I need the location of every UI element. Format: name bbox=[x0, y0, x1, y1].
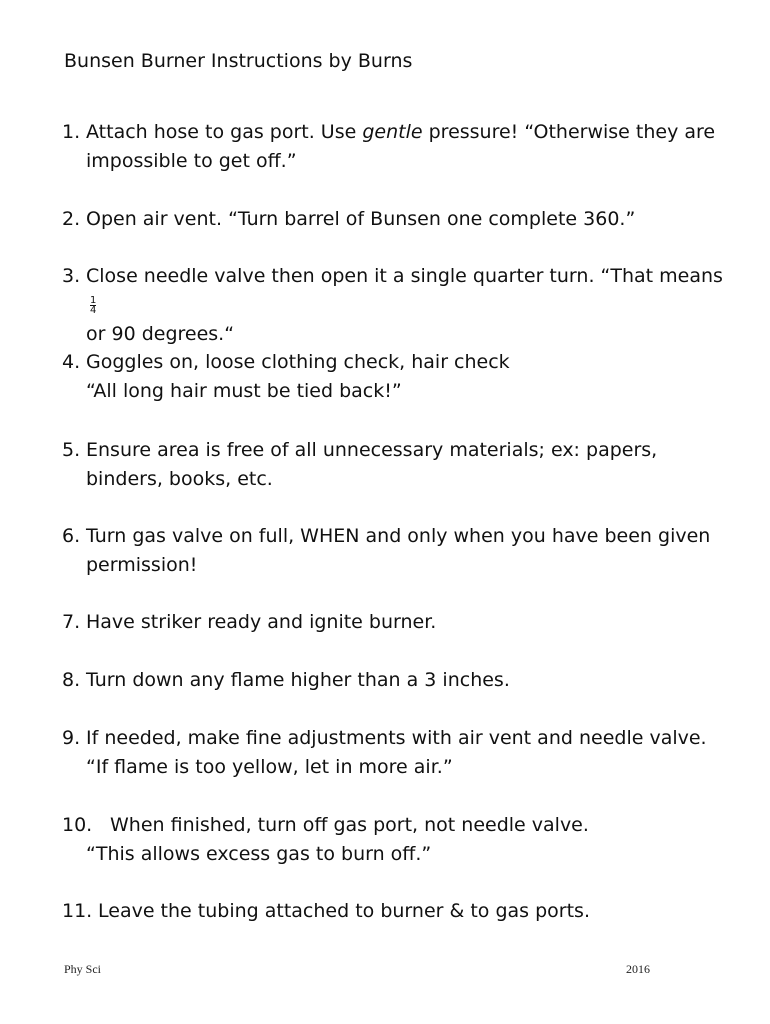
item-line2: “All long hair must be tied back!” bbox=[86, 380, 402, 402]
instruction-item-4 bbox=[62, 348, 732, 406]
item-text: Goggles on, loose clothing check, hair check bbox=[86, 351, 510, 373]
item-text: Have striker ready and ignite burner. bbox=[86, 611, 437, 633]
item-number: 5. bbox=[62, 439, 81, 461]
fraction-numerator: 1 bbox=[90, 295, 97, 306]
instruction-item-5 bbox=[62, 436, 732, 494]
item-text: Turn down any flame higher than a 3 inches. bbox=[86, 669, 510, 691]
item-text bbox=[62, 262, 732, 320]
item-number: 6. bbox=[62, 525, 81, 547]
fraction-one-quarter bbox=[90, 296, 96, 315]
item-text: Ensure area is free of all unnecessary materials; ex: papers, bbox=[86, 439, 658, 461]
fraction-denominator: 4 bbox=[90, 305, 97, 316]
instruction-item-9 bbox=[62, 724, 732, 782]
item-text-main: Close needle valve then open it a single quarter turn. “That means bbox=[86, 265, 723, 287]
item-number: 9. bbox=[62, 727, 81, 749]
document-title: Bunsen Burner Instructions by Burns bbox=[64, 50, 413, 72]
item-text: Turn gas valve on full, WHEN and only when you have been given bbox=[86, 525, 711, 547]
item-number: 11. bbox=[62, 900, 93, 922]
item-text-after: pressure! “Otherwise they are bbox=[422, 121, 716, 143]
instruction-item-6 bbox=[62, 522, 732, 580]
item-text: Open air vent. “Turn barrel of Bunsen one complete 360.” bbox=[86, 208, 636, 230]
item-number: 4. bbox=[62, 351, 81, 373]
item-line2: impossible to get off.” bbox=[86, 150, 297, 172]
item-line2: binders, books, etc. bbox=[86, 468, 273, 490]
item-number: 7. bbox=[62, 611, 81, 633]
item-line2: “This allows excess gas to burn off.” bbox=[86, 843, 432, 865]
item-number: 10. bbox=[62, 814, 93, 836]
item-number: 2. bbox=[62, 208, 81, 230]
item-line2: “If flame is too yellow, let in more air.” bbox=[86, 756, 453, 778]
instruction-item-10 bbox=[62, 811, 732, 869]
instruction-item-8 bbox=[62, 666, 732, 695]
item-line2: or 90 degrees.“ bbox=[86, 323, 235, 345]
item-number: 3. bbox=[62, 265, 81, 287]
item-line2: permission! bbox=[86, 554, 198, 576]
instruction-item-2 bbox=[62, 205, 732, 234]
instruction-item-3 bbox=[62, 262, 732, 349]
item-emphasis: gentle bbox=[362, 121, 423, 143]
instruction-item-1 bbox=[62, 118, 732, 176]
item-text: When finished, turn off gas port, not needle valve. bbox=[110, 814, 589, 836]
item-text-before: Attach hose to gas port. Use bbox=[86, 121, 363, 143]
item-text: Leave the tubing attached to burner & to gas ports. bbox=[98, 900, 590, 922]
item-text: If needed, make fine adjustments with air vent and needle valve. bbox=[86, 727, 707, 749]
item-number: 8. bbox=[62, 669, 81, 691]
instruction-item-7 bbox=[62, 608, 732, 637]
footer-right: 2016 bbox=[626, 962, 650, 976]
item-text bbox=[62, 118, 732, 147]
footer-left: Phy Sci bbox=[64, 962, 102, 976]
instruction-item-11 bbox=[62, 897, 732, 926]
item-number: 1. bbox=[62, 121, 81, 143]
